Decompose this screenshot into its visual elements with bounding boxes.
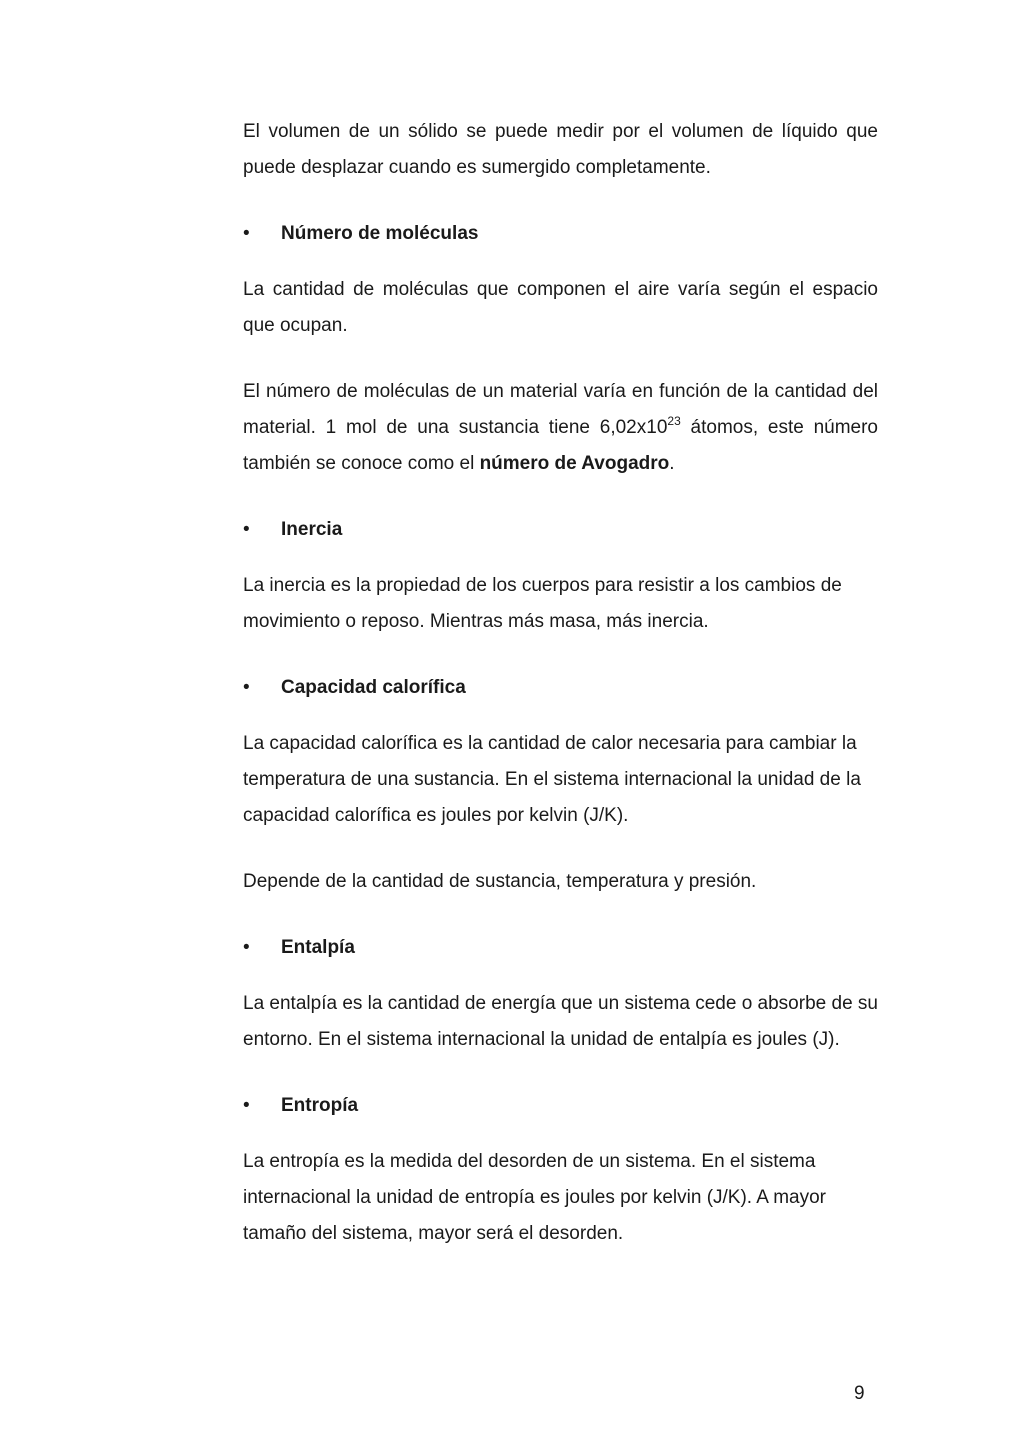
heading-text: Entropía (281, 1095, 359, 1116)
section-heading-molecules (243, 216, 878, 252)
page-number: 9 (854, 1383, 865, 1404)
section-heading-enthalpy (243, 930, 878, 966)
molecules-text-before-exponent: El número de moléculas de un material varía en función de la cantidad del material. 1 mol de una sustancia tiene 6,02x10 (243, 381, 878, 438)
bullet-icon: • (243, 937, 250, 958)
document-page (243, 114, 878, 1252)
bullet-icon: • (243, 223, 250, 244)
bullet-icon: • (243, 1095, 250, 1116)
bullet-icon: • (243, 519, 250, 540)
intro-paragraph: El volumen de un sólido se puede medir por el volumen de líquido que puede desplazar cuando es sumergido completamente. (243, 121, 878, 178)
molecules-text-after-exponent: átomos, este número también se conoce como el (243, 417, 878, 474)
section-heading-entropy (243, 1088, 878, 1124)
section-heading-inertia (243, 512, 878, 548)
heading-text: Número de moléculas (281, 223, 479, 244)
heat-capacity-paragraph-2: Depende de la cantidad de sustancia, temperatura y presión. (243, 871, 757, 892)
molecules-text-end: . (669, 453, 675, 474)
inertia-paragraph: La inercia es la propiedad de los cuerpos para resistir a los cambios de movimiento o reposo. Mientras más masa, más inercia. (243, 575, 842, 632)
avogadro-exponent: 23 (667, 414, 681, 428)
molecules-paragraph-1: La cantidad de moléculas que componen el aire varía según el espacio que ocupan. (243, 279, 878, 336)
enthalpy-paragraph: La entalpía es la cantidad de energía que un sistema cede o absorbe de su entorno. En el sistema internacional la unidad de entalpía es joules (J). (243, 993, 878, 1050)
heading-text: Inercia (281, 519, 343, 540)
heat-capacity-paragraph-1: La capacidad calorífica es la cantidad de calor necesaria para cambiar la temperatura de una sustancia. En el sistema internacional la unidad de la capacidad calorífica es joules por kelvin (J/K). (243, 733, 861, 826)
heading-text: Entalpía (281, 937, 355, 958)
heading-text: Capacidad calorífica (281, 677, 466, 698)
entropy-paragraph: La entropía es la medida del desorden de un sistema. En el sistema internacional la unidad de entropía es joules por kelvin (J/K). A mayor tamaño del sistema, mayor será el desorden. (243, 1151, 826, 1244)
avogadro-term: número de Avogadro (479, 453, 670, 474)
bullet-icon: • (243, 677, 250, 698)
molecules-paragraph-2 (243, 374, 878, 482)
section-heading-heat-capacity (243, 670, 878, 706)
